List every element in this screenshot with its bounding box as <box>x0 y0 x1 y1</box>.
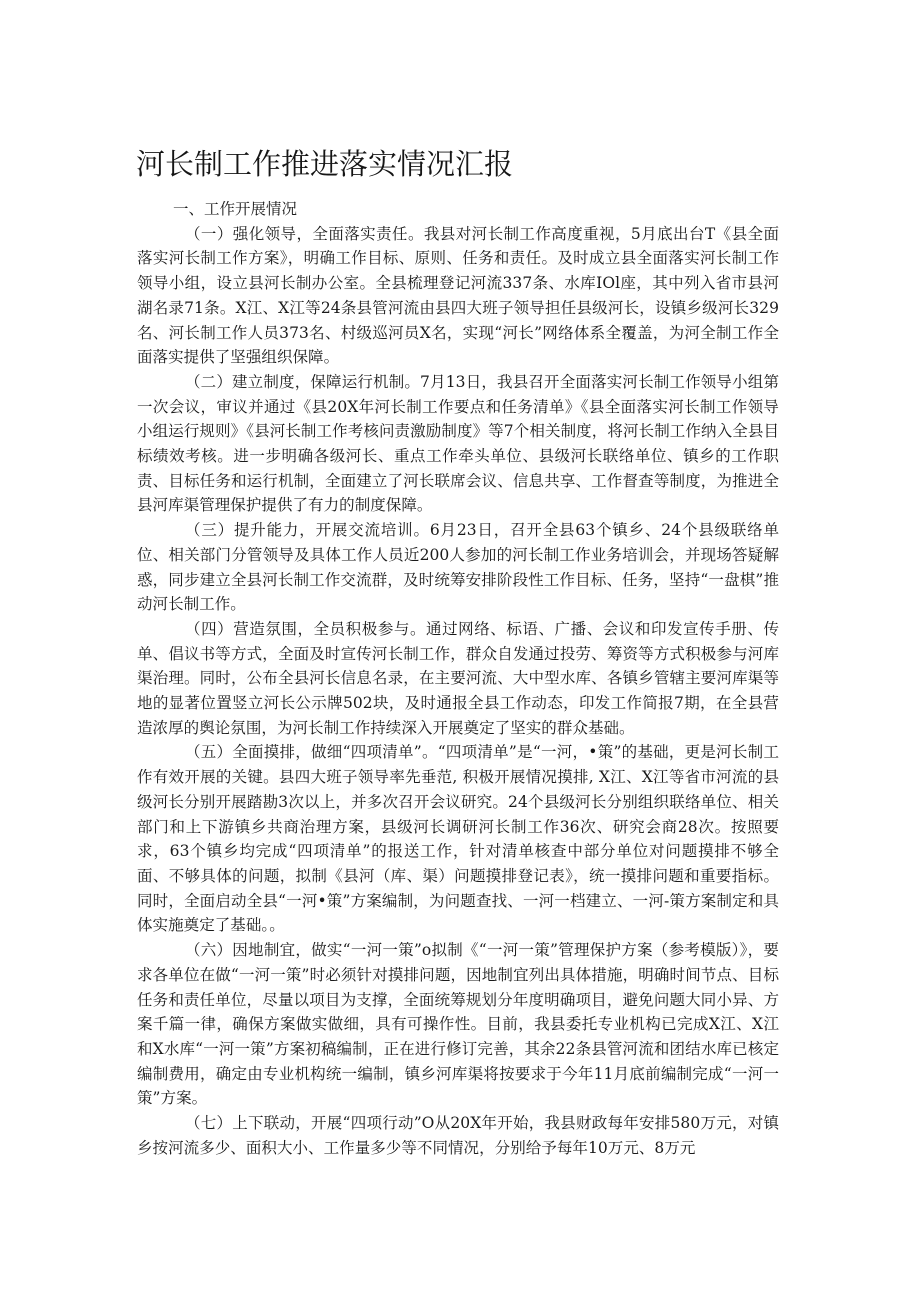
paragraph-5: （五）全面摸排，做细“四项清单”。“四项清单”是“一河，•策”的基础，更是河长制工作有效开展的关键。县四大班子领导率先垂范, 积极开展情况摸排, X江、X江等省市河流的县级河长分别开展踏勘3次以上，并多次召开会议研究。24个县级河长分别组织联络单位、相关部门和上下游镇乡共商治理方案，县级河长调研河长制工作36次、研究会商28次。按照要求，63个镇乡均完成“四项清单”的报送工作，针对清单核查中部分单位对问题摸排不够全面、不够具体的问题，拟制《县河（库、渠）问题摸排登记表》，统一摸排问题和重要指标。同时，全面启动全县“一河•策”方案编制，为问题查找、一河一档建立、一河-策方案制定和具体实施奠定了基础。。 <box>137 743 779 935</box>
paragraph-4: （四）营造氛围，全员积极参与。通过网络、标语、广播、会议和印发宣传手册、传单、倡议书等方式，全面及时宣传河长制工作，群众自发通过投劳、筹资等方式积极参与河库渠治理。同时，公布全县河长信息名录，在主要河流、大中型水库、各镇乡管辖主要河库渠等地的显著位置竖立河长公示牌502块，及时通报全县工作动态，印发工作简报7期，在全县营造浓厚的舆论氛围，为河长制工作持续深入开展奠定了坚实的群众基础。 <box>137 619 779 737</box>
section-heading: 一、工作开展情况 <box>173 200 298 218</box>
paragraph-1: （一）强化领导，全面落实责任。我县对河长制工作高度重视，5月底出台T《县全面落实河长制工作方案》，明确工作目标、原则、任务和责任。及时成立县全面落实河长制工作领导小组，设立县河长制办公室。全县梳理登记河流337条、水库IOl座，其中列入省市县河湖名录71条。X江、X江等24条县管河流由县四大班子领导担任县级河长，设镇乡级河长329名、河长制工作人员373名、村级巡河员X名，实现“河长”网络体系全覆盖，为河全制工作全面落实提供了坚强组织保障。 <box>137 224 779 367</box>
paragraph-7: （七）上下联动，开展“四项行动”O从20X年开始，我县财政每年安排580万元，对镇乡按河流多少、面积大小、工作量多少等不同情况，分别给予每年10万元、8万元 <box>137 1114 779 1157</box>
paragraph-2: （二）建立制度，保障运行机制。7月13日，我县召开全面落实河长制工作领导小组第一次会议，审议并通过《县20X年河长制工作要点和任务清单》《县全面落实河长制工作领导小组运行规则》《县河长制工作考核问责激励制度》等7个相关制度，将河长制工作纳入全县目标绩效考核。进一步明确各级河长、重点工作牵头单位、县级河长联络单位、镇乡的工作职责、目标任务和运行机制，全面建立了河长联席会议、信息共享、工作督查等制度，为推进全县河库渠管理保护提供了有力的制度保障。 <box>137 372 779 515</box>
paragraph-6: （六）因地制宜，做实“一河一策”o拟制《“一河一策”管理保护方案（参考模版）》，要求各单位在做“一河一策”时必须针对摸排问题，因地制宜列出具体措施，明确时间节点、目标任务和责任单位，尽量以项目为支撑，全面统筹规划分年度明确项目，避免问题大同小异、方案千篇一律，确保方案做实做细，具有可操作性。目前，我县委托专业机构已完成X江、X江和X水库“一河一策”方案初稿编制，正在进行修订完善，其余22条县管河流和团结水库已核定编制费用，确定由专业机构统一编制，镇乡河库渠将按要求于今年11月底前编制完成“一河一策”方案。 <box>137 941 779 1108</box>
document-title: 河长制工作推进落实情况汇报 <box>136 147 514 181</box>
paragraph-3: （三）提升能力，开展交流培训。6月23日，召开全县63个镇乡、24个县级联络单位、相关部门分管领导及具体工作人员近200人参加的河长制工作业务培训会，并现场答疑解惑，同步建立全县河长制工作交流群，及时统筹安排阶段性工作目标、任务，坚持“一盘棋”推动河长制工作。 <box>137 521 779 614</box>
document-body <box>137 197 779 1160</box>
